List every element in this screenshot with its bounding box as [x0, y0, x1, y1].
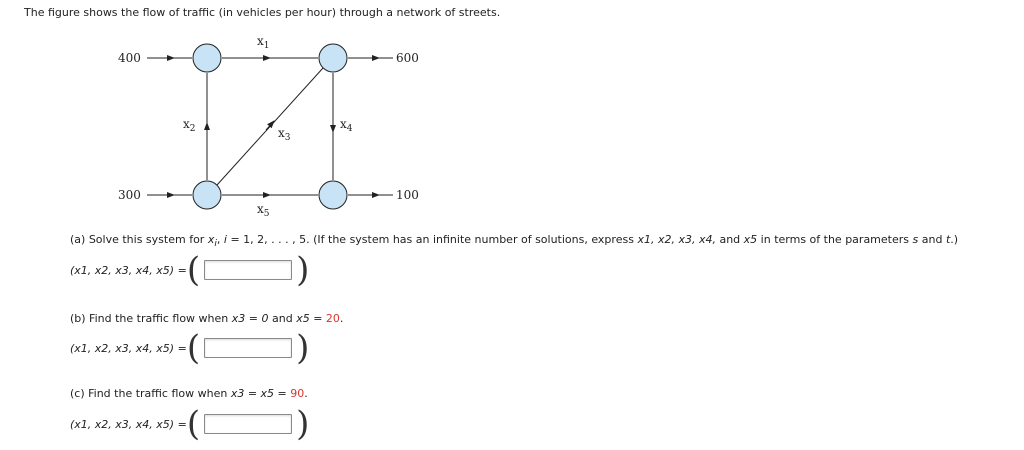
intersection-top-right	[319, 44, 347, 72]
paren-close-c: )	[296, 404, 310, 444]
label-x5: $x_5$	[257, 202, 270, 219]
traffic-network-diagram	[0, 22, 460, 247]
label-in-top: 400	[118, 51, 141, 65]
label-in-bottom: 300	[118, 188, 141, 202]
value-c: 90	[290, 387, 305, 400]
label-out-bottom: 100	[396, 188, 419, 202]
paren-close-b: )	[296, 328, 310, 368]
paren-open-b: (	[186, 328, 201, 368]
tuple-label-b: (x1, x2, x3, x4, x5) =	[70, 341, 187, 355]
label-x2: $x_2$	[183, 117, 196, 134]
label-x1: $x_1$	[257, 34, 270, 51]
answer-input-b[interactable]	[204, 338, 292, 358]
paren-open-a: (	[186, 250, 201, 290]
paren-open-c: (	[186, 404, 201, 444]
part-c-question: (c) Find the traffic flow when x3 = x5 = 90.	[70, 387, 308, 400]
intersection-bottom-left	[193, 181, 221, 209]
label-x4: $x_4$	[340, 117, 353, 134]
value-b: 20	[325, 312, 340, 325]
answer-row-b	[70, 328, 310, 368]
part-b-question: (b) Find the traffic flow when x3 = 0 and x5 = 20.	[70, 312, 344, 325]
problem-intro: The figure shows the flow of traffic (in vehicles per hour) through a network of streets.	[24, 6, 501, 19]
answer-input-a[interactable]	[204, 260, 292, 280]
tuple-label-c: (x1, x2, x3, x4, x5) =	[70, 417, 187, 431]
edge-diagonal	[217, 68, 323, 185]
part-a-question: (a) Solve this system for $x_i$, i = 1, 2, . . . , 5. (If the system has an infinite number of solutions, express x1, x2, x3, x4, and x5 in terms of the parameters s and t.)	[70, 233, 959, 250]
intersection-bottom-right	[319, 181, 347, 209]
label-out-top: 600	[396, 51, 419, 65]
answer-input-c[interactable]	[204, 414, 292, 434]
intersection-top-left	[193, 44, 221, 72]
answer-row-a	[70, 250, 310, 290]
arrow-x3	[266, 121, 274, 130]
tuple-label-a: (x1, x2, x3, x4, x5) =	[70, 263, 187, 277]
paren-close-a: )	[296, 250, 310, 290]
label-x3: $x_3$	[278, 126, 291, 143]
answer-row-c	[70, 404, 310, 444]
